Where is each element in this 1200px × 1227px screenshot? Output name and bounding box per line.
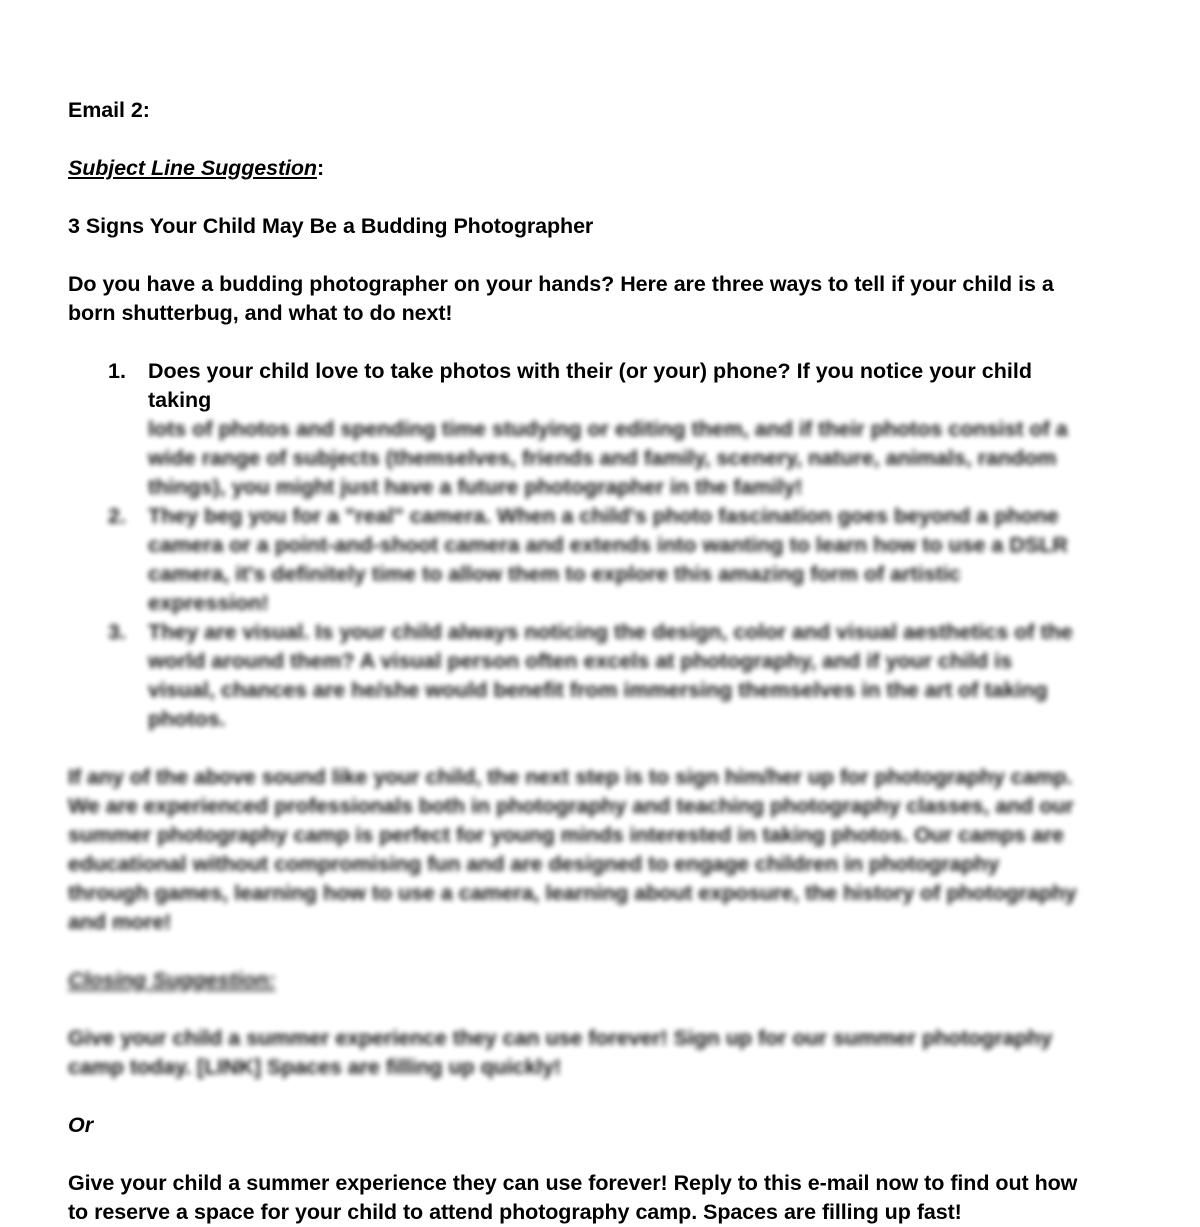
list-item-lead-line: Does your child love to take photos with their (or your) phone? If you notice your child taking	[148, 359, 1032, 412]
spacer	[68, 995, 1084, 1024]
subject-line-heading-colon: :	[316, 156, 325, 180]
document-body	[68, 96, 1084, 1227]
spacer	[68, 1140, 1084, 1169]
subject-line-heading: Subject Line Suggestion	[68, 156, 317, 180]
list-item-body: lots of photos and spending time studying or editing them, and if their photos consist of a wide range of subjects (themselves, friends and family, scenery, nature, animals, random things), you might just have a future photographer in the family!	[148, 417, 1068, 499]
spacer	[68, 241, 1084, 270]
email-title: Email 2:	[68, 98, 150, 122]
closing-suggestion-heading: Closing Suggestion:	[68, 968, 276, 992]
signs-list	[68, 357, 1084, 734]
list-item-body: They are visual. Is your child always noticing the design, color and visual aesthetics of the world around them? A visual person often excels at photography, and if your child is visual, chances are he/she would benefit from immersing themselves in the art of taking photos.	[148, 620, 1073, 731]
intro-paragraph: Do you have a budding photographer on your hands? Here are three ways to tell if your child is a born shutterbug, and what to do next!	[68, 272, 1054, 325]
spacer	[68, 1082, 1084, 1111]
spacer	[68, 183, 1084, 212]
list-item-number: 2.	[108, 504, 126, 528]
list-item-number: 3.	[108, 620, 126, 644]
spacer	[68, 734, 1084, 763]
list-item-body: They beg you for a "real" camera. When a child's photo fascination goes beyond a phone camera or a point-and-shoot camera and extends into wanting to learn how to use a DSLR camera, it's definitely time to allow them to explore this amazing form of artistic expression!	[148, 504, 1068, 615]
closing-paragraph: Give your child a summer experience they can use forever! Sign up for our summer photography camp today. [LINK] Spaces are filling up quickly!	[68, 1026, 1053, 1079]
spacer	[68, 125, 1084, 154]
list-item	[68, 357, 1084, 502]
subject-line-value: 3 Signs Your Child May Be a Budding Photographer	[68, 214, 594, 238]
alternate-closing-paragraph: Give your child a summer experience they can use forever! Reply to this e-mail now to find out how to reserve a space for your child to attend photography camp. Spaces are filling up fast!	[68, 1171, 1078, 1224]
spacer	[68, 937, 1084, 966]
subject-line-heading-row	[68, 154, 1084, 183]
numbered-list	[68, 357, 1084, 734]
list-item	[68, 502, 1084, 618]
list-item-number: 1.	[108, 359, 126, 383]
or-label: Or	[68, 1113, 94, 1137]
body-paragraph: If any of the above sound like your child, the next step is to sign him/her up for photography camp. We are experienced professionals both in photography and teaching photography classes, and our summer photography camp is perfect for young minds interested in taking photos. Our camps are educational without compromising fun and are designed to engage children in photography through games, learning how to use a camera, learning about exposure, the history of photography and more!	[68, 765, 1077, 934]
list-item	[68, 618, 1084, 734]
spacer	[68, 328, 1084, 357]
